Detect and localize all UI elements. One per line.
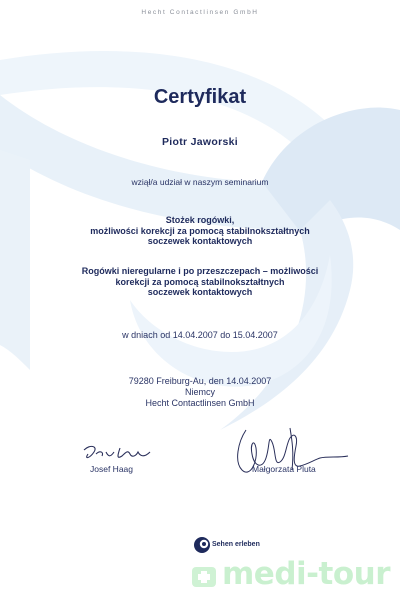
country-line: Niemcy [184,387,215,397]
place-date-line: 79280 Freiburg-Au, den 14.04.2007 [128,376,272,386]
recipient-name: Piotr Jaworski [162,136,238,148]
topic-line: Rogówki nieregularne i po przeszczepach – możliwości [81,266,319,276]
seminar-topic-1 [0,215,400,247]
logo-text: Sehen erleben [212,541,260,548]
topic-line: Stożek rogówki, [165,215,235,225]
watermark-text: medi-tour [222,556,390,592]
participation-text: wziął/a udział w naszym seminarium [131,177,269,187]
certificate-title: Certyfikat [153,86,247,108]
signatory-name-1: Josef Haag [90,464,133,474]
signatory-name-2: Małgorzata Pluta [252,464,316,474]
topic-line: możliwości korekcji za pomocą stabilnokształtnych [90,225,310,236]
seminar-topic-2 [0,266,400,298]
issuer-company-line: Hecht Contactlinsen GmbH [145,398,255,408]
eye-logo-icon [193,536,211,554]
topic-line: soczewek kontaktowych [147,236,253,246]
seminar-dates: w dniach od 14.04.2007 do 15.04.2007 [122,330,278,340]
medi-tour-watermark [190,558,400,594]
medical-cross-icon [190,561,220,591]
company-header: Hecht Contactlinsen GmbH [141,9,259,16]
sehen-erleben-logo [193,536,283,554]
topic-line: soczewek kontaktowych [147,287,253,297]
topic-line: korekcji za pomocą stabilnokształtnych [115,276,285,287]
